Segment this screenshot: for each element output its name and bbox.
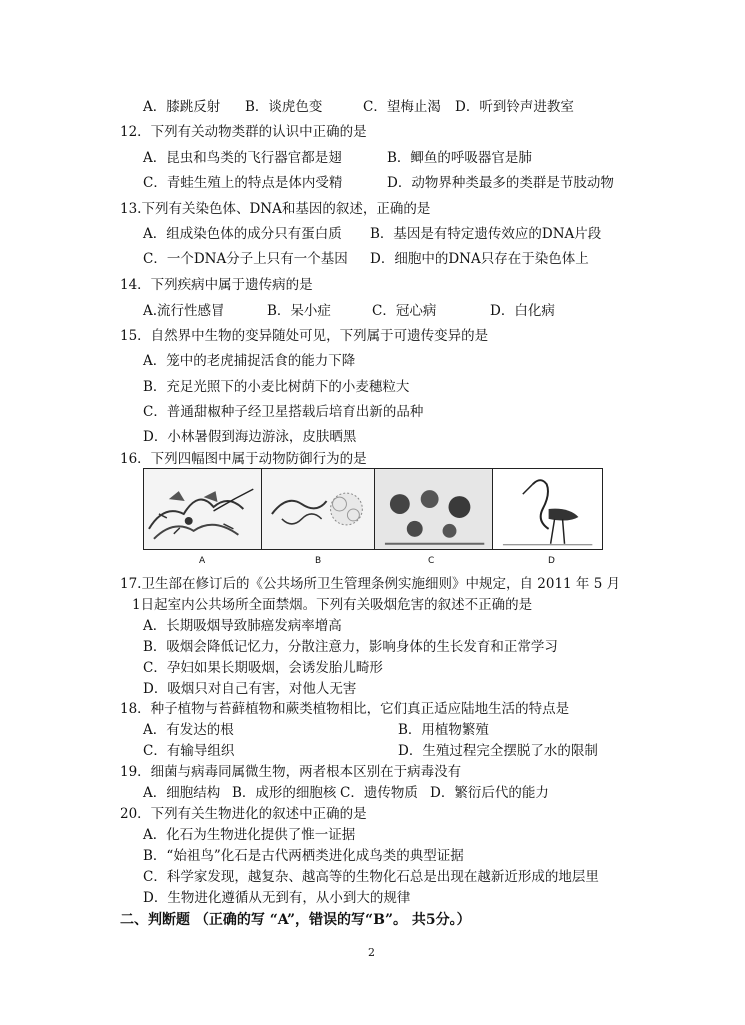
q11-option-c: C．望梅止渴 <box>363 99 441 115</box>
q20-option-b: B．“始祖鸟”化石是古代两栖类进化成鸟类的典型证据 <box>143 848 464 864</box>
q16-stem: 16．下列四幅图中属于动物防御行为的是 <box>120 451 367 467</box>
q20-stem: 20．下列有关生物进化的叙述中正确的是 <box>120 806 367 822</box>
q16-panel-label-d: D <box>548 556 555 566</box>
q16-panel-a-image <box>144 469 262 549</box>
q12-option-c: C．青蛙生殖上的特点是体内受精 <box>143 175 343 191</box>
q12-stem: 12．下列有关动物类群的认识中正确的是 <box>120 124 367 140</box>
q17-option-a: A．长期吸烟导致肺癌发病率增高 <box>143 618 342 634</box>
q17-stem-line1: 17.卫生部在修订后的《公共场所卫生管理条例实施细则》中规定，自 2011 年 5 月 <box>120 576 621 592</box>
q17-stem-line2: 1日起室内公共场所全面禁烟。下列有关吸烟危害的叙述不正确的是 <box>132 597 533 613</box>
q11-option-d: D．听到铃声进教室 <box>455 99 574 115</box>
q18-option-b: B．用植物繁殖 <box>398 722 489 738</box>
q14-option-c: C．冠心病 <box>372 303 437 319</box>
q15-option-b: B．充足光照下的小麦比树荫下的小麦穗粒大 <box>143 379 410 395</box>
q13-stem: 13.下列有关染色体、DNA和基因的叙述，正确的是 <box>120 201 431 217</box>
q19-option-d: D．繁衍后代的能力 <box>430 785 549 801</box>
q11-option-a: A．膝跳反射 <box>143 99 221 115</box>
q17-option-b: B．吸烟会降低记忆力，分散注意力，影响身体的生长发育和正常学习 <box>143 639 558 655</box>
q11-option-b: B．谈虎色变 <box>245 99 323 115</box>
q16-panel-label-b: B <box>315 556 322 566</box>
q15-stem: 15．自然界中生物的变异随处可见，下列属于可遗传变异的是 <box>120 328 489 344</box>
q19-option-a: A．细胞结构 <box>143 785 221 801</box>
q12-option-b: B．鲫鱼的呼吸器官是肺 <box>387 150 532 166</box>
q13-option-b: B．基因是有特定遗传效应的DNA片段 <box>370 226 602 242</box>
q15-option-c: C．普通甜椒种子经卫星搭载后培育出新的品种 <box>143 404 424 420</box>
q13-option-d: D．细胞中的DNA只存在于染色体上 <box>370 251 589 267</box>
q12-option-d: D．动物界种类最多的类群是节肢动物 <box>387 175 614 191</box>
q14-option-d: D．白化病 <box>490 303 555 319</box>
q17-option-c: C．孕妇如果长期吸烟，会诱发胎儿畸形 <box>143 660 383 676</box>
q16-panel-label-c: C <box>428 556 435 566</box>
q12-option-a: A．昆虫和鸟类的飞行器官都是翅 <box>143 150 342 166</box>
q18-option-c: C．有输导组织 <box>143 743 235 759</box>
page-number: 2 <box>368 946 375 959</box>
q16-figure-strip <box>143 468 603 550</box>
q18-option-d: D．生殖过程完全摆脱了水的限制 <box>398 743 598 759</box>
q18-stem: 18．种子植物与苔藓植物和蕨类植物相比，它们真正适应陆地生活的特点是 <box>120 701 570 717</box>
section2-heading: 二、判断题 （正确的写 “A”，错误的写“B”。 共5分。） <box>120 912 471 928</box>
q16-panel-d-image <box>493 469 602 549</box>
q13-option-c: C．一个DNA分子上只有一个基因 <box>143 251 348 267</box>
q19-option-b: B．成形的细胞核 <box>232 785 337 801</box>
q16-panel-c-image <box>375 469 493 549</box>
q14-option-b: B．呆小症 <box>267 303 331 319</box>
q16-panel-label-a: A <box>199 556 206 566</box>
q14-option-a: A.流行性感冒 <box>143 303 225 319</box>
q17-option-d: D．吸烟只对自己有害，对他人无害 <box>143 681 357 697</box>
q19-stem: 19．细菌与病毒同属微生物，两者根本区别在于病毒没有 <box>120 764 462 780</box>
q13-option-a: A．组成染色体的成分只有蛋白质 <box>143 226 342 242</box>
q14-stem: 14．下列疾病中属于遗传病的是 <box>120 277 313 293</box>
q19-option-c: C．遗传物质 <box>340 785 418 801</box>
q20-option-a: A．化石为生物进化提供了惟一证据 <box>143 827 356 843</box>
q20-option-c: C．科学家发现，越复杂、越高等的生物化石总是出现在越新近形成的地层里 <box>143 869 599 885</box>
q15-option-d: D．小林暑假到海边游泳，皮肤晒黑 <box>143 429 357 445</box>
q16-panel-b-image <box>262 469 374 549</box>
q15-option-a: A．笼中的老虎捕捉活食的能力下降 <box>143 353 356 369</box>
q18-option-a: A．有发达的根 <box>143 722 234 738</box>
q20-option-d: D．生物进化遵循从无到有，从小到大的规律 <box>143 890 411 906</box>
